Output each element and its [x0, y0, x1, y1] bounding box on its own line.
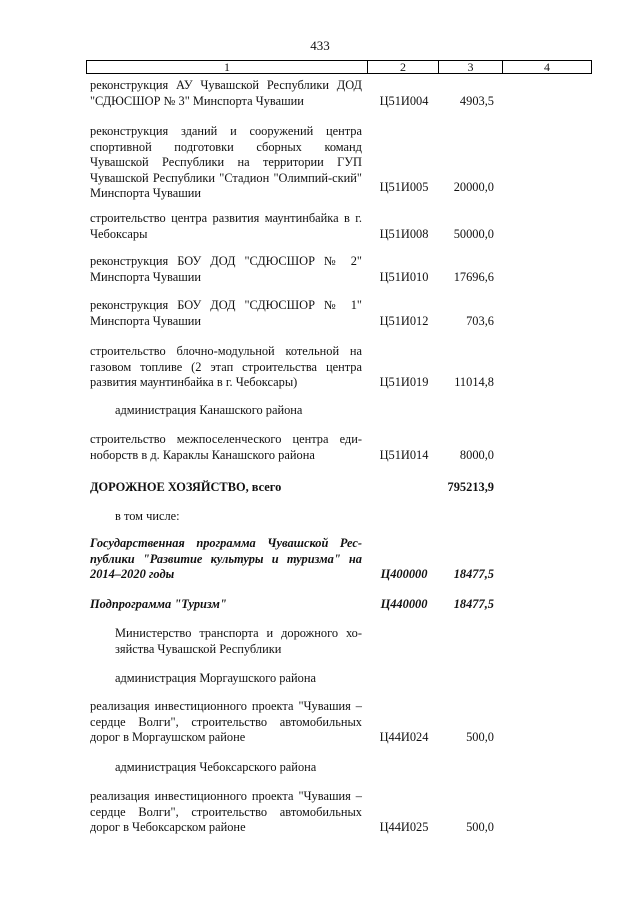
- row-code: Ц51И010: [379, 270, 429, 284]
- row-amount: 17696,6: [453, 270, 494, 284]
- row-description: реконструкция БОУ ДОД "СДЮСШОР № 2" Минспорта Чувашии: [90, 254, 362, 284]
- row-amount: 50000,0: [453, 227, 494, 241]
- row-description: реализация инвестиционного проекта "Чувашия – сердце Волги", строительство автомобильных дорог в Моргаушском районе: [90, 699, 362, 744]
- row-description: реконструкция зданий и сооружений центра спортивной подготовки сборных команд Чувашской Республики на территории ГУП Чувашской Республики "Стадион "Олимпий-ский" Минспорта Чувашии: [90, 124, 362, 200]
- row-description: реконструкция АУ Чувашской Республики ДОД "СДЮСШОР № 3" Минспорта Чувашии: [90, 78, 362, 108]
- program-code: Ц400000: [380, 567, 428, 581]
- row-code: Ц51И004: [379, 94, 429, 108]
- row-description: строительство блочно-модульной котельной на газовом топливе (2 этап строительства центра развития маунтинбайка в г. Чебоксары): [90, 344, 362, 389]
- program-amount: 18477,5: [453, 567, 494, 581]
- row-code: Ц51И014: [379, 448, 429, 462]
- row-description: в том числе:: [115, 509, 180, 523]
- section-heading: администрация Канашского района: [115, 403, 303, 417]
- row-amount: 500,0: [466, 820, 494, 834]
- column-header-1: 1: [86, 60, 368, 74]
- subprogram-amount: 18477,5: [453, 597, 494, 611]
- row-description: строительство межпоселенческого центра еди-ноборств в д. Караклы Канашского района: [90, 432, 362, 462]
- row-code: Ц44И024: [379, 730, 429, 744]
- section-total-amount: 795213,9: [447, 480, 494, 494]
- row-amount: 11014,8: [454, 375, 494, 389]
- row-amount: 500,0: [466, 730, 494, 744]
- row-amount: 703,6: [466, 314, 494, 328]
- row-description: реализация инвестиционного проекта "Чувашия – сердце Волги", строительство автомобильных дорог в Чебоксарском районе: [90, 789, 362, 834]
- subprogram-description: Подпрограмма "Туризм": [90, 597, 227, 611]
- section-total-description: ДОРОЖНОЕ ХОЗЯЙСТВО, всего: [90, 480, 282, 494]
- row-amount: 20000,0: [453, 180, 494, 194]
- section-heading: администрация Моргаушского района: [115, 671, 316, 685]
- page-number: 433: [310, 38, 330, 53]
- row-description: строительство центра развития маунтинбайка в г. Чебоксары: [90, 211, 362, 241]
- section-heading: Министерство транспорта и дорожного хо-зяйства Чувашской Республики: [115, 626, 362, 656]
- program-description: Государственная программа Чувашской Рес-публики "Развитие культуры и туризма" на 2014–2020 годы: [90, 536, 362, 581]
- row-code: Ц51И008: [379, 227, 429, 241]
- row-code: Ц44И025: [379, 820, 429, 834]
- column-header-2: 2: [367, 60, 439, 74]
- row-code: Ц51И019: [379, 375, 429, 389]
- section-heading: администрация Чебоксарского района: [115, 760, 317, 774]
- row-description: реконструкция БОУ ДОД "СДЮСШОР № 1" Минспорта Чувашии: [90, 298, 362, 328]
- column-header-4: 4: [502, 60, 592, 74]
- subprogram-code: Ц440000: [380, 597, 428, 611]
- row-amount: 4903,5: [459, 94, 494, 108]
- row-code: Ц51И012: [379, 314, 429, 328]
- row-code: Ц51И005: [379, 180, 429, 194]
- column-header-3: 3: [438, 60, 503, 74]
- row-amount: 8000,0: [459, 448, 494, 462]
